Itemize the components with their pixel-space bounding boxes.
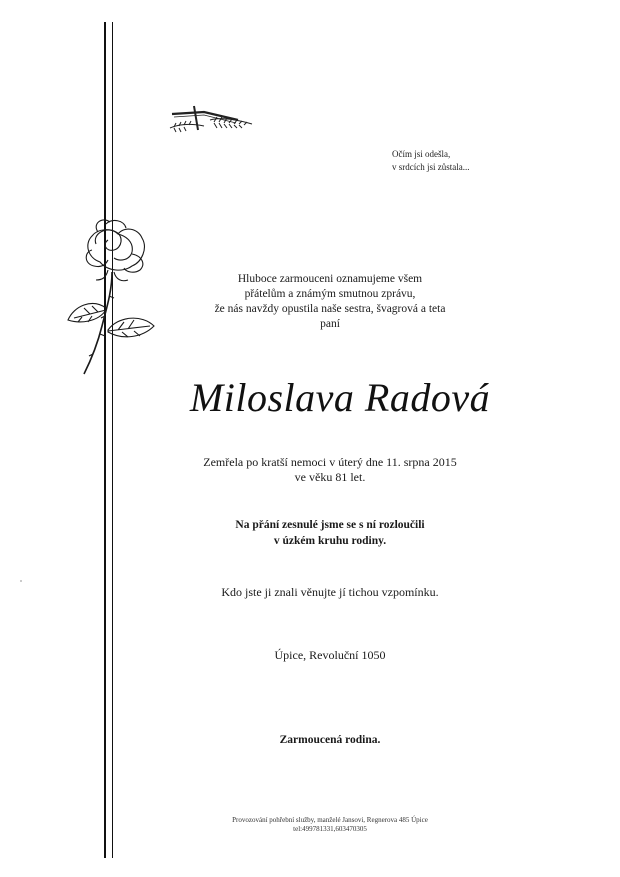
border-rule-thin bbox=[112, 22, 113, 858]
footer-line-2: tel:499781331,603470305 bbox=[293, 825, 367, 833]
epigraph-line-1: Očím jsi odešla, bbox=[392, 149, 451, 159]
paper-speck bbox=[20, 580, 22, 582]
memory-text: Kdo jste ji znali věnujte jí tichou vzpomínku. bbox=[221, 585, 439, 599]
signature: Zarmoucená rodina. bbox=[279, 734, 381, 746]
intro-line-2: přátelům a známým smutnou zprávu, bbox=[244, 288, 416, 300]
epigraph bbox=[392, 148, 469, 174]
announcement-intro bbox=[150, 272, 510, 332]
death-line-1: Zemřela po kratší nemoci v úterý dne 11. srpna 2015 bbox=[203, 455, 457, 469]
death-line-2: ve věku 81 let. bbox=[294, 470, 366, 484]
intro-line-4: paní bbox=[320, 318, 340, 330]
intro-line-3: že nás navždy opustila naše sestra, švagrová a teta bbox=[214, 303, 446, 315]
intro-line-1: Hluboce zarmouceni oznamujeme všem bbox=[237, 273, 423, 285]
funeral-wish bbox=[150, 517, 510, 549]
address: Úpice, Revoluční 1050 bbox=[274, 648, 386, 662]
cross-icon bbox=[164, 100, 256, 142]
death-notice bbox=[150, 455, 510, 485]
deceased-name: Miloslava Radová bbox=[189, 375, 491, 420]
border-rule-thick bbox=[104, 22, 106, 858]
wish-line-2: v úzkém kruhu rodiny. bbox=[273, 535, 387, 547]
wish-line-1: Na přání zesnulé jsme se s ní rozloučili bbox=[235, 519, 425, 531]
epigraph-line-2: v srdcích jsi zůstala... bbox=[392, 162, 470, 172]
footer bbox=[150, 816, 510, 834]
footer-line-1: Provozování pohřební služby, manželé Jansovi, Regnerova 485 Úpice bbox=[232, 816, 428, 824]
